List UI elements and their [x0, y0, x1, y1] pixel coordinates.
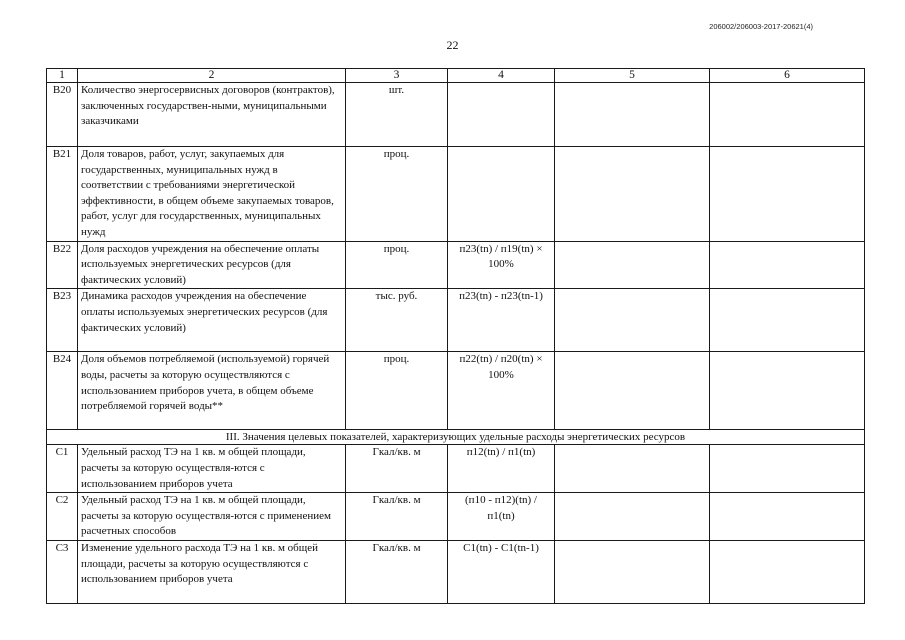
row-name: Удельный расход ТЭ на 1 кв. м общей площади, расчеты за которую осуществля-ются с использованием приборов учета [78, 445, 346, 493]
row-unit: Гкал/кв. м [346, 445, 448, 493]
column-header: 3 [346, 69, 448, 83]
table-row [47, 241, 865, 289]
table-row [47, 493, 865, 541]
row-code: C2 [47, 493, 78, 541]
row-value-col5 [555, 289, 710, 352]
row-unit: проц. [346, 352, 448, 430]
row-formula: п23(tn) / п19(tn) × 100% [448, 241, 555, 289]
row-code: C3 [47, 540, 78, 603]
row-value-col5 [555, 352, 710, 430]
row-value-col5 [555, 83, 710, 147]
row-unit: шт. [346, 83, 448, 147]
column-header: 2 [78, 69, 346, 83]
row-name: Удельный расход ТЭ на 1 кв. м общей площади, расчеты за которую осуществля-ются с применением расчетных способов [78, 493, 346, 541]
indicators-table [46, 68, 865, 604]
row-formula: C1(tn) - C1(tn-1) [448, 540, 555, 603]
row-unit: проц. [346, 147, 448, 242]
row-value-col6 [710, 540, 865, 603]
document-code: 206002/206003-2017-20621(4) [709, 22, 813, 31]
section-row [47, 430, 865, 445]
column-header: 4 [448, 69, 555, 83]
row-value-col5 [555, 445, 710, 493]
column-header: 5 [555, 69, 710, 83]
row-formula [448, 83, 555, 147]
column-header: 6 [710, 69, 865, 83]
row-code: B20 [47, 83, 78, 147]
row-unit: Гкал/кв. м [346, 540, 448, 603]
row-code: B21 [47, 147, 78, 242]
row-value-col6 [710, 445, 865, 493]
row-name: Доля объемов потребляемой (используемой) горячей воды, расчеты за которую осуществляются с использованием приборов учета, в общем объеме потребляемой горячей воды** [78, 352, 346, 430]
row-unit: проц. [346, 241, 448, 289]
table-row [47, 147, 865, 242]
row-formula: (п10 - п12)(tn) / п1(tn) [448, 493, 555, 541]
row-value-col6 [710, 147, 865, 242]
row-code: B24 [47, 352, 78, 430]
table-row [47, 445, 865, 493]
column-header: 1 [47, 69, 78, 83]
row-formula: п22(tn) / п20(tn) × 100% [448, 352, 555, 430]
row-value-col5 [555, 147, 710, 242]
row-formula [448, 147, 555, 242]
section-title: III. Значения целевых показателей, характеризующих удельные расходы энергетических ресурсов [47, 430, 865, 445]
row-value-col5 [555, 241, 710, 289]
table-header-row [47, 69, 865, 83]
row-name: Изменение удельного расхода ТЭ на 1 кв. м общей площади, расчеты за которую осуществляются с использованием приборов учета [78, 540, 346, 603]
row-value-col6 [710, 289, 865, 352]
row-code: B22 [47, 241, 78, 289]
row-unit: Гкал/кв. м [346, 493, 448, 541]
table-row [47, 289, 865, 352]
row-value-col5 [555, 540, 710, 603]
row-formula: п12(tn) / п1(tn) [448, 445, 555, 493]
row-name: Количество энергосервисных договоров (контрактов), заключенных государствен-ными, муниципальными заказчиками [78, 83, 346, 147]
row-value-col6 [710, 241, 865, 289]
row-value-col6 [710, 352, 865, 430]
row-value-col6 [710, 493, 865, 541]
row-value-col6 [710, 83, 865, 147]
row-value-col5 [555, 493, 710, 541]
row-name: Доля расходов учреждения на обеспечение оплаты используемых энергетических ресурсов (для фактических условий) [78, 241, 346, 289]
page-number: 22 [446, 38, 459, 52]
table-row [47, 540, 865, 603]
row-formula: п23(tn) - п23(tn-1) [448, 289, 555, 352]
row-unit: тыс. руб. [346, 289, 448, 352]
row-code: B23 [47, 289, 78, 352]
row-name: Доля товаров, работ, услуг, закупаемых для государственных, муниципальных нужд в соответствии с требованиями энергетической эффективности, в общем объеме закупаемых товаров, работ, услуг для государственных, муниципальных нужд [78, 147, 346, 242]
row-name: Динамика расходов учреждения на обеспечение оплаты используемых энергетических ресурсов (для фактических условий) [78, 289, 346, 352]
table-row [47, 83, 865, 147]
row-code: C1 [47, 445, 78, 493]
table-row [47, 352, 865, 430]
